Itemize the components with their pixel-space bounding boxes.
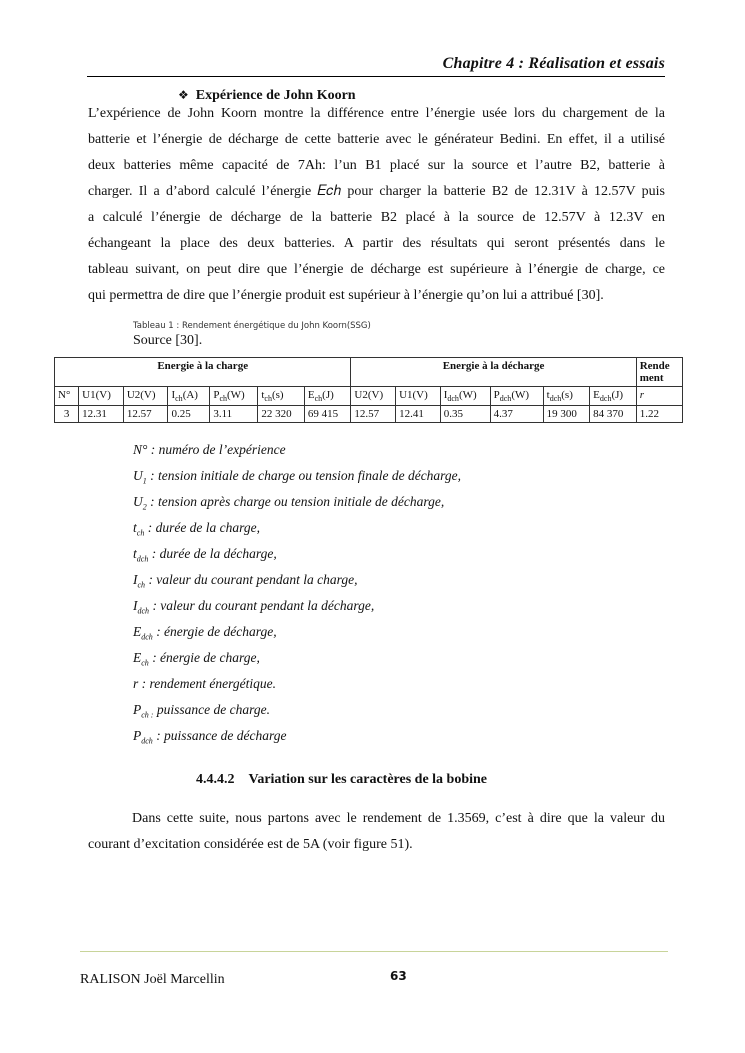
paragraph-line: Dans cette suite, nous partons avec le rendement de 1.3569, c’est à dire que la valeur du	[132, 811, 665, 826]
table-cell: 4.37	[490, 406, 543, 423]
table-cell: 84 370	[590, 406, 637, 423]
definition-item: $P_{dch}$ : puissance de décharge	[133, 728, 287, 746]
footer-rule	[80, 951, 668, 952]
table-caption: Tableau 1 : Rendement énergétique du John Koorn(SSG)	[133, 321, 371, 331]
table-cell: 12.57	[351, 406, 396, 423]
definition-item: r : rendement énergétique.	[133, 676, 276, 691]
table-cell: 3	[55, 406, 79, 423]
table-column-header-row	[55, 387, 683, 406]
paragraph-line: qui permettra de dire que l’énergie produit est supérieur à l’énergie qu’on lui a attribué [30].	[88, 288, 604, 303]
group-header-rendement: Rende ment	[636, 358, 682, 387]
paragraph-line: L’expérience de John Koorn montre la différence entre l’énergie usée lors du chargement de la	[88, 106, 665, 121]
definition-item: N° : numéro de l’expérience	[133, 442, 286, 457]
col-edch: $E_{dch}(J)$	[590, 387, 637, 406]
paragraph-line: a calculé l’énergie de décharge de la batterie B2 placé à la source de 12.57V à 12.3V en	[88, 210, 665, 225]
table-cell: 0.35	[440, 406, 490, 423]
paragraph-line: courant d’excitation considérée est de 5A (voir figure 51).	[88, 837, 413, 852]
table-cell: 3.11	[210, 406, 258, 423]
definition-item: $I_{ch}$ : valeur du courant pendant la charge,	[133, 572, 358, 590]
chapter-header: Chapitre 4 : Réalisation et essais	[442, 55, 665, 72]
table-row	[55, 406, 683, 423]
definition-item: $E_{ch}$ : énergie de charge,	[133, 650, 260, 668]
definition-item: $P_{ch :}$ puissance de charge.	[133, 702, 270, 720]
table-cell: 22 320	[258, 406, 305, 423]
col-tch: $t_{ch}(s)$	[258, 387, 305, 406]
subsection-title: Variation sur les caractères de la bobine	[248, 772, 488, 787]
table-group-header-row	[55, 358, 683, 387]
col-pch: $P_{ch}(W)$	[210, 387, 258, 406]
col-ich: $I_{ch}(A)$	[168, 387, 210, 406]
paragraph-line: tableau suivant, on peut dire que l’énergie de décharge est supérieure à l’énergie de charge, ce	[88, 262, 665, 277]
definitions-list	[133, 437, 461, 749]
paragraph-line: deux batteries même capacité de 7Ah: l’un B1 placé sur la source et l’autre B2, batterie à	[88, 158, 665, 173]
table-cell: 1.22	[636, 406, 682, 423]
table-cell: 12.31	[79, 406, 124, 423]
paragraph-line: batterie et l’énergie de décharge de cette batterie avec le générateur Bedini. En effet, il a utilisé	[88, 132, 665, 147]
definition-item: $t_{dch}$ : durée de la décharge,	[133, 546, 277, 564]
col-r: r	[636, 387, 682, 406]
subsection-heading	[196, 772, 487, 788]
group-header-decharge: Energie à la décharge	[351, 358, 636, 387]
definition-item: $U_2$ : tension après charge ou tension initiale de décharge,	[133, 494, 445, 512]
diamond-bullet-icon: ❖	[178, 88, 189, 102]
col-u1: U1(V)	[79, 387, 124, 406]
section-heading-text: Expérience de John Koorn	[195, 88, 356, 103]
group-header-charge: Energie à la charge	[55, 358, 351, 387]
header-rule	[87, 76, 665, 77]
paragraph-bobine	[88, 806, 665, 858]
subsection-number: 4.4.4.2	[196, 772, 235, 787]
footer-author: RALISON Joël Marcellin	[80, 972, 225, 987]
col-u2d: U2(V)	[351, 387, 396, 406]
table-cell: 0.25	[168, 406, 210, 423]
col-ech: $E_{ch}(J)$	[304, 387, 351, 406]
definition-item: $t_{ch}$ : durée de la charge,	[133, 520, 261, 538]
definition-item: $U_1$ : tension initiale de charge ou tension finale de décharge,	[133, 468, 462, 486]
col-tdch: $t_{dch}(s)$	[543, 387, 590, 406]
table-cell: 12.57	[123, 406, 168, 423]
page-number: 63	[390, 969, 407, 983]
definition-item: $I_{dch}$ : valeur du courant pendant la décharge,	[133, 598, 375, 616]
paragraph-line: charger. Il a d’abord calculé l’énergie 𝐸𝑐ℎ pour charger la batterie B2 de 12.31V à 12.57V puis	[88, 184, 665, 199]
table-cell: 19 300	[543, 406, 590, 423]
energy-table	[54, 357, 683, 423]
col-n: N°	[55, 387, 79, 406]
paragraph-line: échangeant la place des deux batteries. A partir des résultats qui seront présentés dans le	[88, 236, 665, 251]
table-cell: 69 415	[304, 406, 351, 423]
table-source: Source [30].	[133, 333, 203, 348]
col-idch: $I_{dch}(W)$	[440, 387, 490, 406]
table-cell: 12.41	[396, 406, 441, 423]
col-u2: U2(V)	[123, 387, 168, 406]
col-u1d: U1(V)	[396, 387, 441, 406]
paragraph-experience	[88, 101, 665, 309]
col-pdch: $P_{dch}(W)$	[490, 387, 543, 406]
definition-item: $E_{dch}$ : énergie de décharge,	[133, 624, 277, 642]
